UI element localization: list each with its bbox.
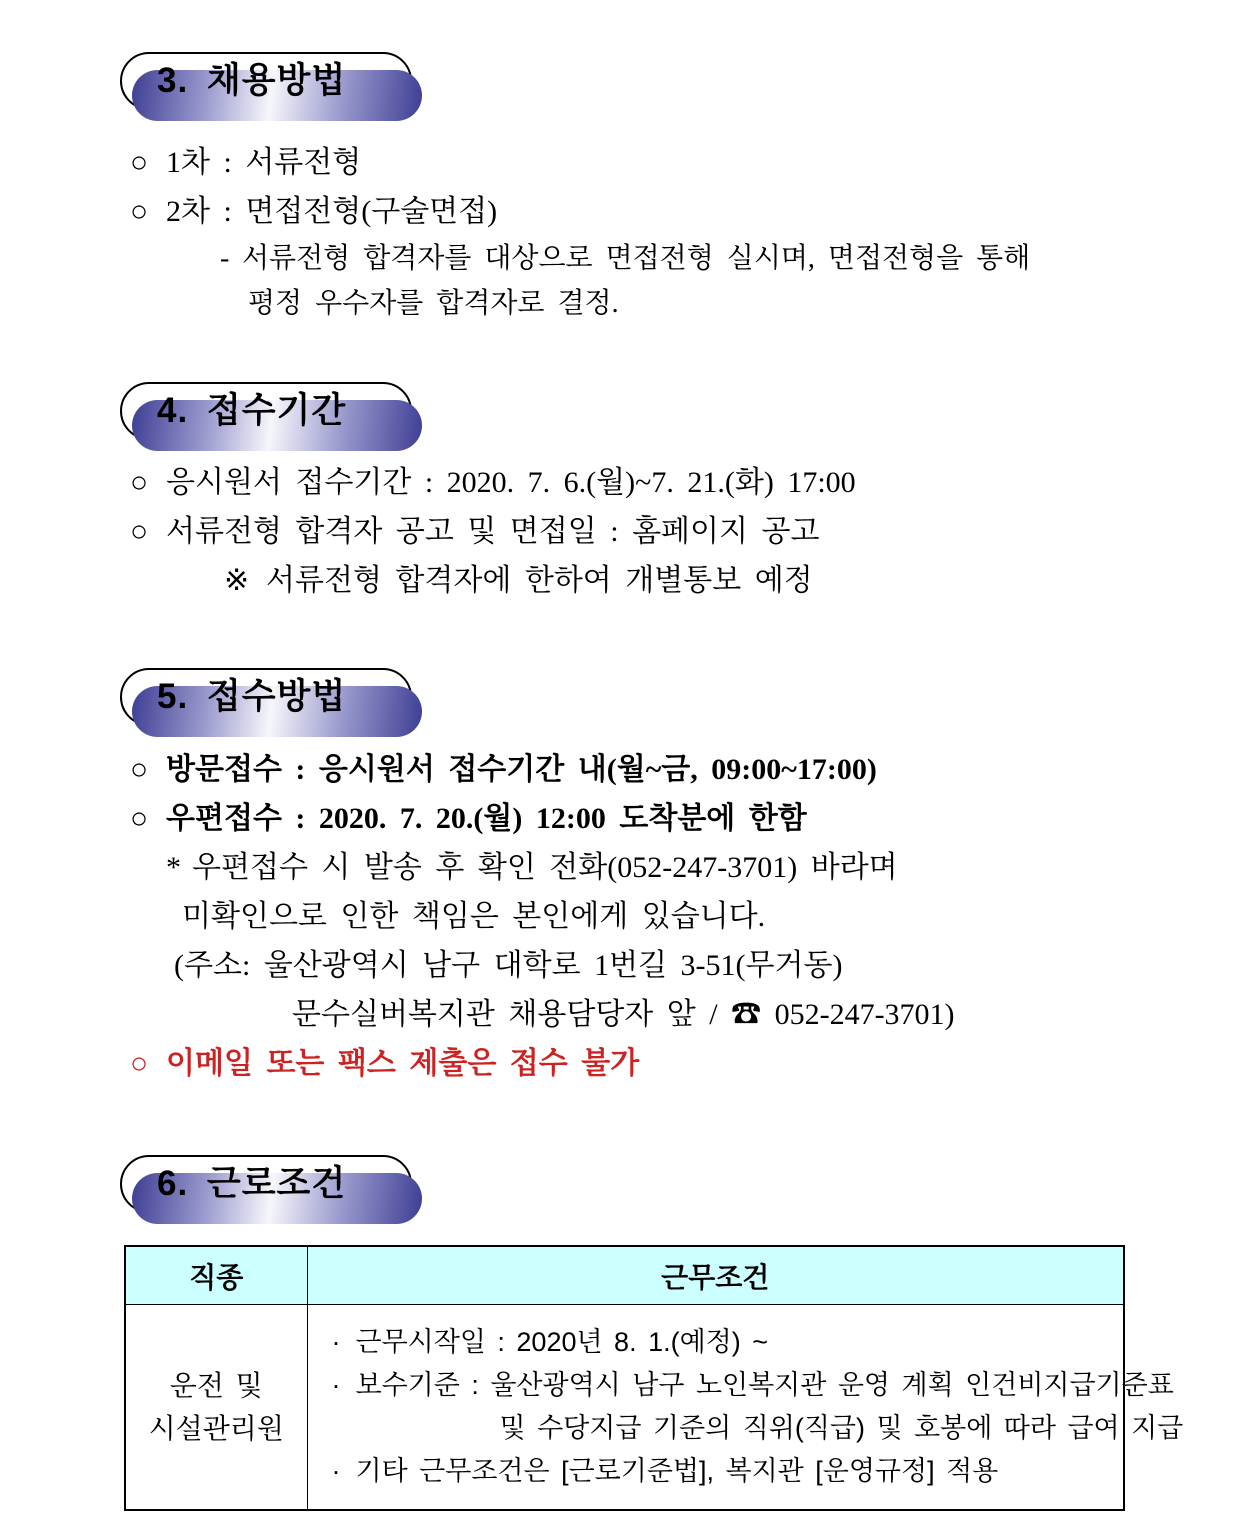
condition-text: 및 수당지급 기준의 직위(직급) 및 호봉에 따라 급여 지급 [499,1413,1184,1443]
continuation-text: 미확인으로 인한 책임은 본인에게 있습니다. [182,900,766,933]
section-header-pill [120,52,412,110]
job-type-line: 시설관리원 [148,1413,284,1444]
list-item [120,138,1210,187]
column-header-job-type: 직종 [125,1246,307,1305]
section-application-method [120,668,1210,1088]
section-title: 6. 근로조건 [157,1164,347,1203]
dot-bullet: · [331,1327,341,1357]
list-item-text: 방문접수 : 응시원서 접수기간 내(월~금, 09:00~17:00) [166,753,877,786]
condition-text: 근무시작일 : 2020년 8. 1.(예정) ~ [355,1327,769,1357]
circle-bullet: ○ [130,802,149,835]
circle-bullet: ○ [130,466,149,499]
job-type-cell [125,1305,307,1511]
sub-item [120,236,1210,282]
circle-bullet: ○ [130,1047,149,1080]
section-body [120,745,1210,1088]
condition-text: 기타 근무조건은 [근로기준법], 복지관 [운영규정] 적용 [355,1456,999,1486]
section-header-pill [120,382,412,440]
list-item [120,458,1210,507]
list-item [120,745,1210,794]
section-body [120,138,1210,326]
section-recruitment-method [120,52,1210,326]
section-header-pill [120,668,412,726]
column-header-conditions: 근무조건 [307,1246,1124,1305]
section-body [120,458,1210,605]
condition-text: 보수기준 : 울산광역시 남구 노인복지관 운영 계획 인건비지급기준표 [355,1370,1174,1400]
section-title: 5. 접수방법 [157,677,347,716]
note-item [120,556,1210,605]
section-header-pill [120,1155,412,1213]
section-application-period [120,382,1210,605]
working-conditions-table [124,1245,1184,1511]
warning-item-text: 이메일 또는 팩스 제출은 접수 불가 [166,1047,640,1080]
continuation-line [120,892,1210,941]
dot-bullet: · [331,1456,341,1486]
list-item-text: 2차 : 면접전형(구술면접) [166,195,498,228]
condition-line [332,1321,1118,1364]
list-item-text: 서류전형 합격자 공고 및 면접일 : 홈페이지 공고 [166,515,820,548]
dash-bullet: - [220,243,230,274]
circle-bullet: ○ [130,195,149,228]
condition-line [331,1364,1174,1407]
circle-bullet: ○ [130,146,149,179]
sub-item-text: 서류전형 합격자를 대상으로 면접전형 실시며, 면접전형을 통해 [242,243,1031,274]
list-item [120,794,1210,843]
circle-bullet: ○ [130,753,149,786]
address-text: (주소: 울산광역시 남구 대학로 1번길 3-51(무거동) [174,949,843,982]
table-header-row [125,1246,1124,1305]
job-type-line: 운전 및 [169,1370,263,1401]
warning-item [120,1039,1210,1088]
condition-line [332,1450,1118,1493]
address-text: 문수실버복지관 채용담당자 앞 / ☎ 052-247-3701) [292,998,955,1031]
asterisk-item [120,843,1210,892]
sub-item-text: 평정 우수자를 합격자로 결정. [248,288,619,319]
condition-line-continuation [332,1407,1184,1450]
list-item-text: 응시원서 접수기간 : 2020. 7. 6.(월)~7. 21.(화) 17:00 [166,466,856,499]
section-title: 4. 접수기간 [157,391,347,430]
address-line-2 [120,990,1210,1039]
conditions-cell [307,1305,1184,1511]
asterisk-item-text: 우편접수 시 발송 후 확인 전화(052-247-3701) 바라며 [192,851,898,884]
address-line [120,941,1210,990]
asterisk-bullet: * [166,851,181,884]
list-item-text: 1차 : 서류전형 [166,146,362,179]
list-item-text: 우편접수 : 2020. 7. 20.(월) 12:00 도착분에 한함 [166,802,807,835]
reference-mark-bullet: ※ [224,564,250,597]
section-title: 3. 채용방법 [157,61,347,100]
dot-bullet: · [331,1370,341,1400]
sub-item-continuation [120,282,1210,326]
list-item [120,187,1210,236]
section-working-conditions [120,1155,1210,1511]
list-item [120,507,1210,556]
note-item-text: 서류전형 합격자에 한하여 개별통보 예정 [266,564,813,597]
circle-bullet: ○ [130,515,149,548]
table-row [125,1305,1124,1511]
